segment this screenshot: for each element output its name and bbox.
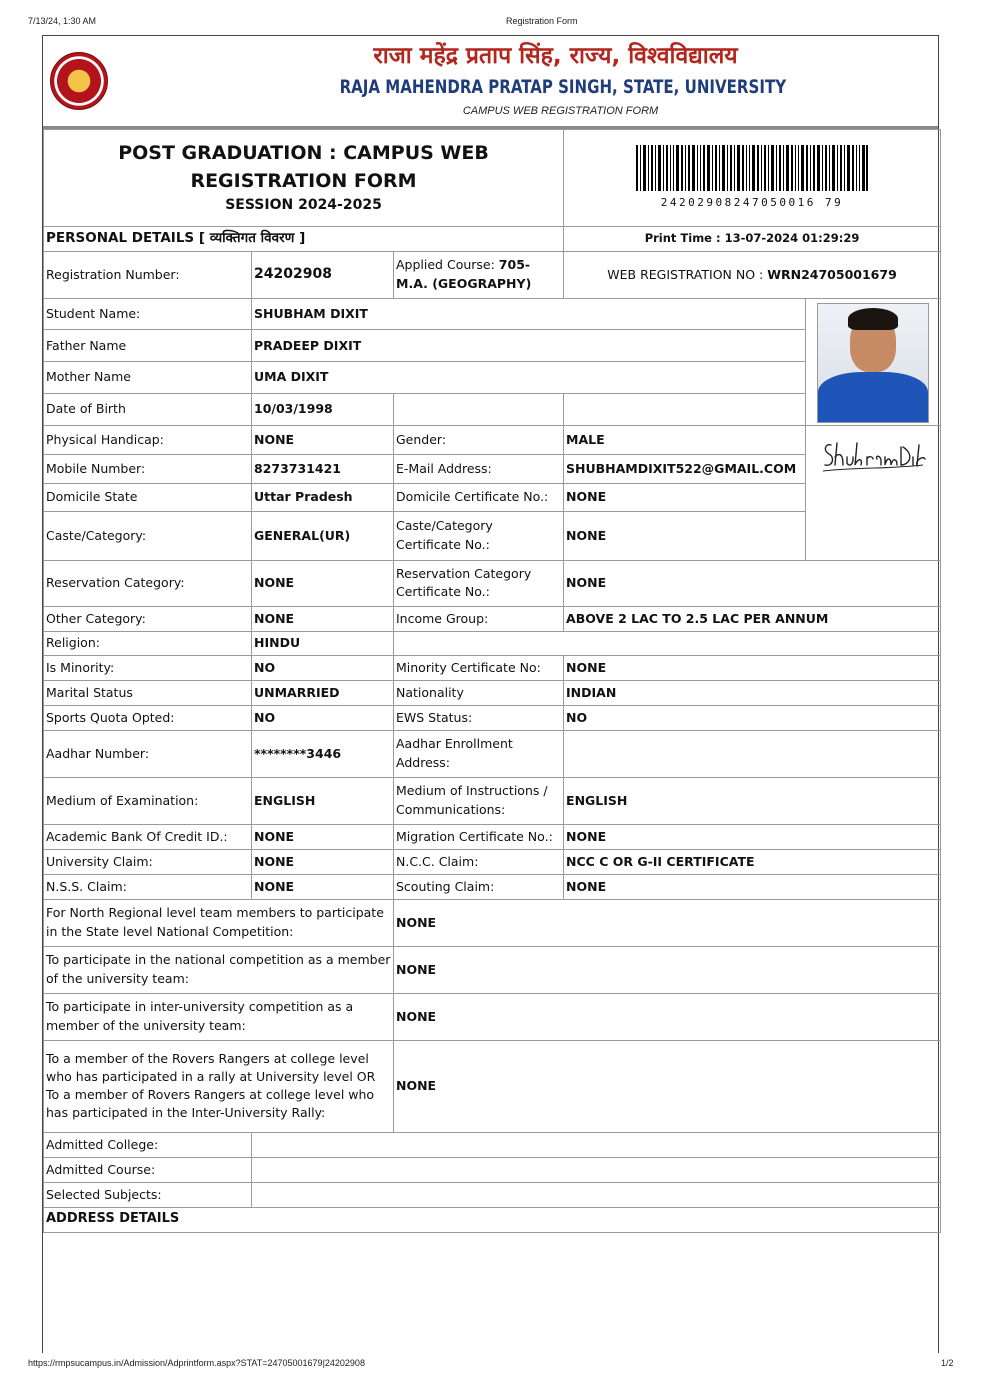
admitted-course-value [252, 1157, 941, 1182]
is-minority-value: NO [252, 655, 394, 680]
applied-course-label: Applied Course: [396, 257, 499, 273]
applied-course-value: 705-M.A. (GEOGRAPHY) [396, 257, 532, 291]
domicile-state-label: Domicile State [44, 483, 252, 511]
medium-instruction-value: ENGLISH [564, 777, 941, 824]
student-photo [817, 303, 929, 423]
aadhar-enrollment-label: Aadhar Enrollment Address: [394, 730, 564, 777]
university-banner [43, 36, 938, 126]
web-registration-label: WEB REGISTRATION NO : [607, 266, 768, 282]
marital-status-value: UNMARRIED [252, 680, 394, 705]
dob-value: 10/03/1998 [252, 393, 394, 425]
reservation-value: NONE [252, 560, 394, 606]
nss-claim-value: NONE [252, 874, 394, 899]
minority-cert-label: Minority Certificate No: [394, 655, 564, 680]
registration-number-label: Registration Number: [44, 251, 252, 298]
gender-value: MALE [564, 425, 806, 454]
gender-label: Gender: [394, 425, 564, 454]
personal-details-heading: PERSONAL DETAILS [ व्यक्तिगत विवरण ] [44, 227, 564, 252]
mother-name-label: Mother Name [44, 362, 252, 394]
north-regional-value: NONE [394, 899, 941, 946]
print-page-title: Registration Form [506, 16, 578, 26]
scouting-claim-value: NONE [564, 874, 941, 899]
mobile-label: Mobile Number: [44, 454, 252, 483]
other-category-label: Other Category: [44, 606, 252, 631]
address-details-heading: ADDRESS DETAILS [44, 1207, 941, 1232]
mother-name-value: UMA DIXIT [252, 362, 806, 394]
marital-status-label: Marital Status [44, 680, 252, 705]
form-subtitle: CAMPUS WEB REGISTRATION FORM [462, 105, 659, 117]
web-registration-value: WRN24705001679 [767, 266, 897, 282]
empty-cell [564, 393, 806, 425]
signature-image [819, 435, 927, 477]
national-competition-label: To participate in the national competition as a member of the university team: [44, 946, 394, 993]
email-value: SHUBHAMDIXIT522@GMAIL.COM [564, 454, 806, 483]
caste-value: GENERAL(UR) [252, 511, 394, 560]
selected-subjects-value [252, 1182, 941, 1207]
aadhar-number-value: ********3446 [252, 730, 394, 777]
signature-cell [806, 425, 941, 560]
inter-university-label: To participate in inter-university competition as a member of the university team: [44, 993, 394, 1040]
inter-university-value: NONE [394, 993, 941, 1040]
nss-claim-label: N.S.S. Claim: [44, 874, 252, 899]
admitted-course-label: Admitted Course: [44, 1157, 252, 1182]
caste-cert-value: NONE [564, 511, 806, 560]
rovers-rangers-line-2: To a member of Rovers Rangers at college level who has participated in the Inter-University Rally: [46, 1087, 375, 1121]
applied-course-cell [394, 251, 564, 298]
income-group-label: Income Group: [394, 606, 564, 631]
form-title: POST GRADUATION : CAMPUS WEB REGISTRATION FORM [118, 142, 489, 192]
university-claim-label: University Claim: [44, 849, 252, 874]
minority-cert-value: NONE [564, 655, 941, 680]
university-name-hindi: राजा महेंद्र प्रताप सिंह, राज्य, विश्वविद्यालय [373, 43, 738, 69]
email-label: E-Mail Address: [394, 454, 564, 483]
empty-cell [394, 393, 564, 425]
signature [808, 428, 938, 484]
form-title-cell [44, 130, 564, 227]
session-label: SESSION 2024-2025 [225, 197, 382, 214]
national-competition-value: NONE [394, 946, 941, 993]
physical-handicap-label: Physical Handicap: [44, 425, 252, 454]
photo-cell [806, 298, 941, 425]
print-page-number: 1/2 [941, 1358, 954, 1368]
religion-value: HINDU [252, 631, 394, 655]
admitted-college-label: Admitted College: [44, 1132, 252, 1157]
registration-table [43, 129, 941, 1233]
empty-cell [394, 631, 941, 655]
domicile-cert-label: Domicile Certificate No.: [394, 483, 564, 511]
registration-form-frame [42, 35, 939, 1353]
father-name-value: PRADEEP DIXIT [252, 330, 806, 362]
migration-cert-label: Migration Certificate No.: [394, 824, 564, 849]
aadhar-enrollment-value [564, 730, 941, 777]
barcode-icon [636, 145, 868, 191]
student-name-label: Student Name: [44, 298, 252, 330]
physical-handicap-value: NONE [252, 425, 394, 454]
print-datetime: 7/13/24, 1:30 AM [28, 16, 97, 26]
nationality-label: Nationality [394, 680, 564, 705]
dob-label: Date of Birth [44, 393, 252, 425]
religion-label: Religion: [44, 631, 252, 655]
aadhar-number-label: Aadhar Number: [44, 730, 252, 777]
rovers-rangers-label [44, 1040, 394, 1132]
ews-status-label: EWS Status: [394, 705, 564, 730]
abc-id-value: NONE [252, 824, 394, 849]
print-time: Print Time : 13-07-2024 01:29:29 [564, 227, 941, 252]
university-name-english: RAJA MAHENDRA PRATAP SINGH, STATE, UNIVERSITY [339, 76, 787, 98]
domicile-state-value: Uttar Pradesh [252, 483, 394, 511]
sports-quota-label: Sports Quota Opted: [44, 705, 252, 730]
father-name-label: Father Name [44, 330, 252, 362]
ncc-claim-value: NCC C OR G-II CERTIFICATE [564, 849, 941, 874]
reservation-cert-value: NONE [564, 560, 941, 606]
reservation-label: Reservation Category: [44, 560, 252, 606]
admitted-college-value [252, 1132, 941, 1157]
north-regional-label: For North Regional level team members to participate in the State level National Competition: [44, 899, 394, 946]
medium-instruction-label: Medium of Instructions / Communications: [394, 777, 564, 824]
student-name-value: SHUBHAM DIXIT [252, 298, 806, 330]
ncc-claim-label: N.C.C. Claim: [394, 849, 564, 874]
medium-exam-label: Medium of Examination: [44, 777, 252, 824]
medium-exam-value: ENGLISH [252, 777, 394, 824]
selected-subjects-label: Selected Subjects: [44, 1182, 252, 1207]
migration-cert-value: NONE [564, 824, 941, 849]
ews-status-value: NO [564, 705, 941, 730]
income-group-value: ABOVE 2 LAC TO 2.5 LAC PER ANNUM [564, 606, 941, 631]
university-claim-value: NONE [252, 849, 394, 874]
sports-quota-value: NO [252, 705, 394, 730]
abc-id-label: Academic Bank Of Credit ID.: [44, 824, 252, 849]
nationality-value: INDIAN [564, 680, 941, 705]
rovers-rangers-line-1: To a member of the Rovers Rangers at college level who has participated in a rally at University level OR [46, 1050, 376, 1084]
domicile-cert-value: NONE [564, 483, 806, 511]
barcode-cell [564, 130, 941, 227]
reservation-cert-label: Reservation Category Certificate No.: [394, 560, 564, 606]
rovers-rangers-value: NONE [394, 1040, 941, 1132]
registration-number-value: 24202908 [252, 251, 394, 298]
caste-cert-label: Caste/Category Certificate No.: [394, 511, 564, 560]
caste-label: Caste/Category: [44, 511, 252, 560]
mobile-value: 8273731421 [252, 454, 394, 483]
barcode-number: 24202908247050016 79 [660, 196, 844, 210]
other-category-value: NONE [252, 606, 394, 631]
is-minority-label: Is Minority: [44, 655, 252, 680]
print-url: https://rmpsucampus.in/Admission/Adprintform.aspx?STAT=24705001679|24202908 [28, 1358, 365, 1368]
scouting-claim-label: Scouting Claim: [394, 874, 564, 899]
web-registration-cell [564, 251, 941, 298]
